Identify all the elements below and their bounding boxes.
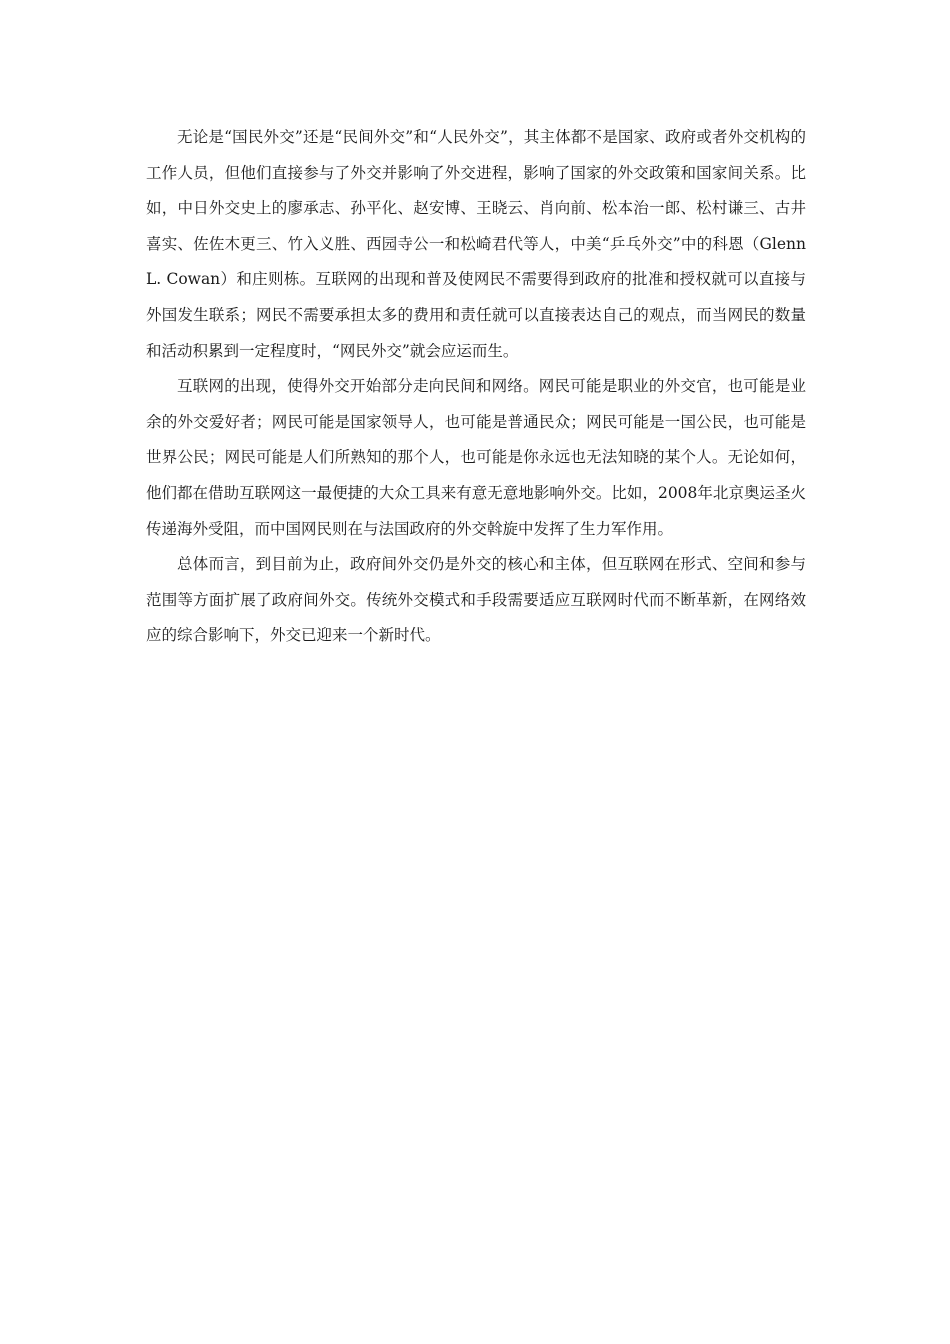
body-text <box>146 120 806 654</box>
paragraph-3: 总体而言，到目前为止，政府间外交仍是外交的核心和主体，但互联网在形式、空间和参与范围等方面扩展了政府间外交。传统外交模式和手段需要适应互联网时代而不断革新，在网络效应的综合影响下，外交已迎来一个新时代。 <box>146 555 806 645</box>
paragraph-1: 无论是“国民外交”还是“民间外交”和“人民外交”，其主体都不是国家、政府或者外交机构的工作人员，但他们直接参与了外交并影响了外交进程，影响了国家的外交政策和国家间关系。比如，中日外交史上的廖承志、孙平化、赵安博、王晓云、肖向前、松本治一郎、松村谦三、古井喜实、佐佐木更三、竹入义胜、西园寺公一和松崎君代等人，中美“乒乓外交”中的科恩（Glenn L. Cowan）和庄则栋。互联网的出现和普及使网民不需要得到政府的批准和授权就可以直接与外国发生联系；网民不需要承担太多的费用和责任就可以直接表达自己的观点，而当网民的数量和活动积累到一定程度时，“网民外交”就会应运而生。 <box>146 128 806 360</box>
paragraph-2: 互联网的出现，使得外交开始部分走向民间和网络。网民可能是职业的外交官，也可能是业余的外交爱好者；网民可能是国家领导人，也可能是普通民众；网民可能是一国公民，也可能是世界公民；网民可能是人们所熟知的那个人，也可能是你永远也无法知晓的某个人。无论如何，他们都在借助互联网这一最便捷的大众工具来有意无意地影响外交。比如，2008年北京奥运圣火传递海外受阻，而中国网民则在与法国政府的外交斡旋中发挥了生力军作用。 <box>146 377 806 538</box>
